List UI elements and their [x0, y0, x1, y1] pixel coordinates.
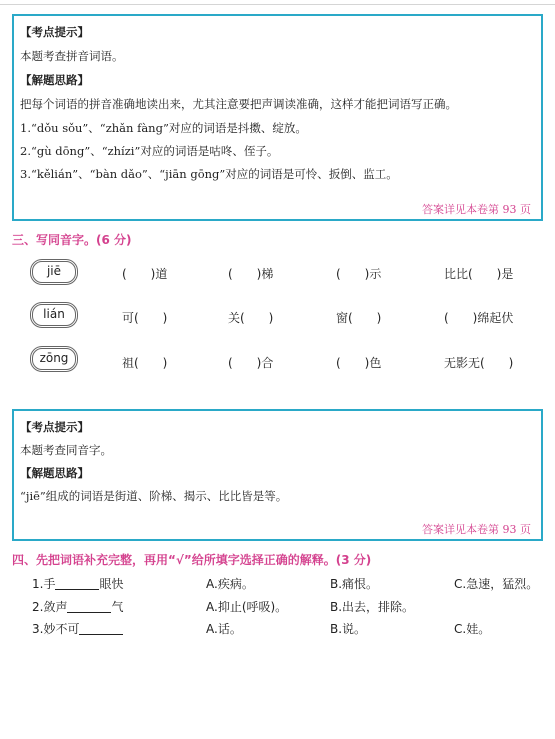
word-prefix: 1.手 — [32, 577, 56, 591]
word-suffix: 眼快 — [99, 577, 124, 591]
option-a: A.抑止(呼吸)。 — [206, 600, 288, 614]
fill-word — [32, 598, 123, 615]
explanation-box-1 — [12, 14, 543, 221]
answer-reference: 答案详见本卷第 93 页 — [422, 523, 531, 536]
section-4-title: 四、先把词语补充完整，再用“√”给所填字选择正确的解释。(3 分) — [12, 553, 372, 567]
word-prefix: 2.敛声 — [32, 600, 68, 614]
blank-cell: 无影无( ) — [444, 356, 514, 370]
blank-cell: ( )合 — [228, 356, 274, 370]
explanation-item: 2.“gù dōng”、“zhízi”对应的词语是咕咚、侄子。 — [20, 144, 279, 158]
option-a: A.疾病。 — [206, 577, 254, 591]
idea-text: “jiē”组成的词语是街道、阶梯、揭示、比比皆是等。 — [20, 489, 288, 503]
answer-blank[interactable] — [55, 577, 99, 590]
hint-heading: 【考点提示】 — [20, 25, 89, 39]
blank-cell: ( )道 — [122, 267, 168, 281]
option-b: B.出去，排除。 — [330, 600, 415, 614]
answer-reference: 答案详见本卷第 93 页 — [422, 203, 531, 216]
blank-cell: 比比( )是 — [444, 267, 514, 281]
top-rule — [0, 4, 555, 5]
blank-cell: ( )绵起伏 — [444, 311, 514, 325]
blank-cell: 可( ) — [122, 311, 168, 325]
option-c: C.娃。 — [454, 622, 491, 636]
answer-blank[interactable] — [79, 622, 123, 635]
pinyin-badge: jiē — [30, 259, 78, 285]
explanation-item: 3.“kělián”、“bàn dǎo”、“jiān gōng”对应的词语是可怜、扳倒、监工。 — [20, 167, 398, 181]
option-c: C.急速，猛烈。 — [454, 577, 539, 591]
hint-text: 本题考查拼音词语。 — [20, 49, 124, 63]
pinyin-badge: lián — [30, 302, 78, 328]
fill-word — [32, 620, 123, 637]
blank-cell: ( )梯 — [228, 267, 274, 281]
blank-cell: ( )色 — [336, 356, 382, 370]
option-a: A.话。 — [206, 622, 242, 636]
pinyin-badge: zōng — [30, 346, 78, 372]
explanation-item: 1.“dǒu sǒu”、“zhǎn fàng”对应的词语是抖擞、绽放。 — [20, 121, 307, 135]
idea-text: 把每个词语的拼音准确地读出来，尤其注意要把声调读准确，这样才能把词语写正确。 — [20, 97, 457, 111]
explanation-box-2 — [12, 409, 543, 541]
fill-word — [32, 575, 123, 592]
blank-cell: 窗( ) — [336, 311, 382, 325]
idea-heading: 【解题思路】 — [20, 466, 89, 480]
hint-heading: 【考点提示】 — [20, 420, 89, 434]
blank-cell: 祖( ) — [122, 356, 168, 370]
word-suffix: 气 — [111, 600, 124, 614]
option-b: B.说。 — [330, 622, 367, 636]
hint-text: 本题考查同音字。 — [20, 443, 112, 457]
blank-cell: ( )示 — [336, 267, 382, 281]
option-b: B.痛恨。 — [330, 577, 379, 591]
blank-cell: 关( ) — [228, 311, 274, 325]
section-3-title: 三、写同音字。(6 分) — [12, 233, 132, 247]
answer-blank[interactable] — [67, 600, 111, 613]
idea-heading: 【解题思路】 — [20, 73, 89, 87]
word-prefix: 3.妙不可 — [32, 622, 80, 636]
